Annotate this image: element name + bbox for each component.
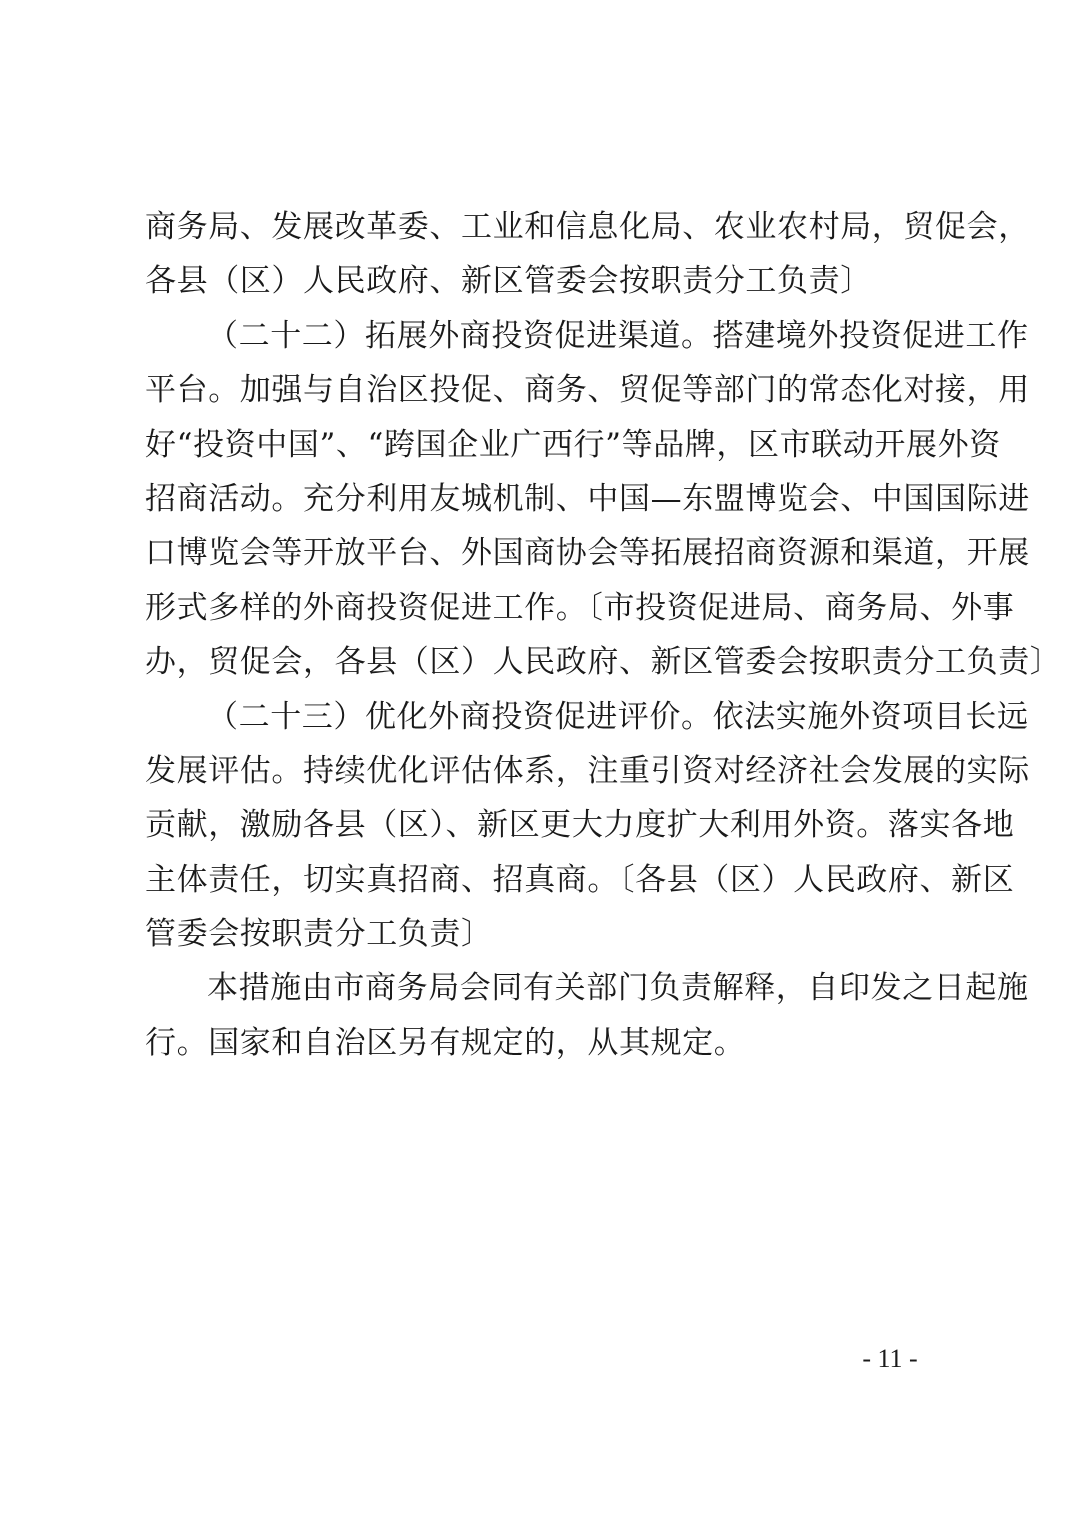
text-line: 各县（区）人民政府、新区管委会按职责分工负责〕 — [145, 263, 872, 300]
text-line: 主体责任，切实真招商、招真商。〔各县（区）人民政府、新区 — [145, 861, 1015, 898]
text-line: 本措施由市商务局会同有关部门负责解释，自印发之日起施 — [207, 970, 1029, 1007]
text-line: 招商活动。充分利用友城机制、中国—东盟博览会、中国国际进 — [145, 480, 1030, 517]
page-number: - 11 - — [862, 1344, 918, 1373]
text-line: 行。国家和自治区另有规定的，从其规定。 — [145, 1024, 746, 1061]
text-line: 贡献，激励各县（区）、新区更大力度扩大利用外资。落实各地 — [145, 807, 1015, 844]
text-line: （二十三）优化外商投资促进评价。依法实施外资项目长远 — [207, 698, 1029, 735]
paragraph-item-22 — [145, 309, 1062, 690]
text-line: 商务局、发展改革委、工业和信息化局、农业农村局，贸促会， — [145, 209, 1030, 245]
text-line: （二十二）拓展外商投资促进渠道。搭建境外投资促进工作 — [207, 317, 1029, 354]
document-body — [145, 200, 1062, 1070]
text-line: 口博览会等开放平台、外国商协会等拓展招商资源和渠道，开展 — [145, 535, 1030, 572]
paragraph-item-23 — [145, 690, 1030, 962]
text-line: 办，贸促会，各县（区）人民政府、新区管委会按职责分工负责〕 — [145, 644, 1062, 681]
text-line: 形式多样的外商投资促进工作。〔市投资促进局、商务局、外事 — [145, 589, 1015, 626]
paragraph-closing-statement — [145, 961, 1029, 1070]
paragraph-responsibility-continued — [145, 200, 1030, 309]
text-line: 好“投资中国”、“跨国企业广西行”等品牌，区市联动开展外资 — [145, 426, 1001, 463]
text-line: 发展评估。持续优化评估体系，注重引资对经济社会发展的实际 — [145, 752, 1030, 789]
text-line: 管委会按职责分工负责〕 — [145, 916, 493, 953]
text-line: 平台。加强与自治区投促、商务、贸促等部门的常态化对接，用 — [145, 372, 1030, 409]
